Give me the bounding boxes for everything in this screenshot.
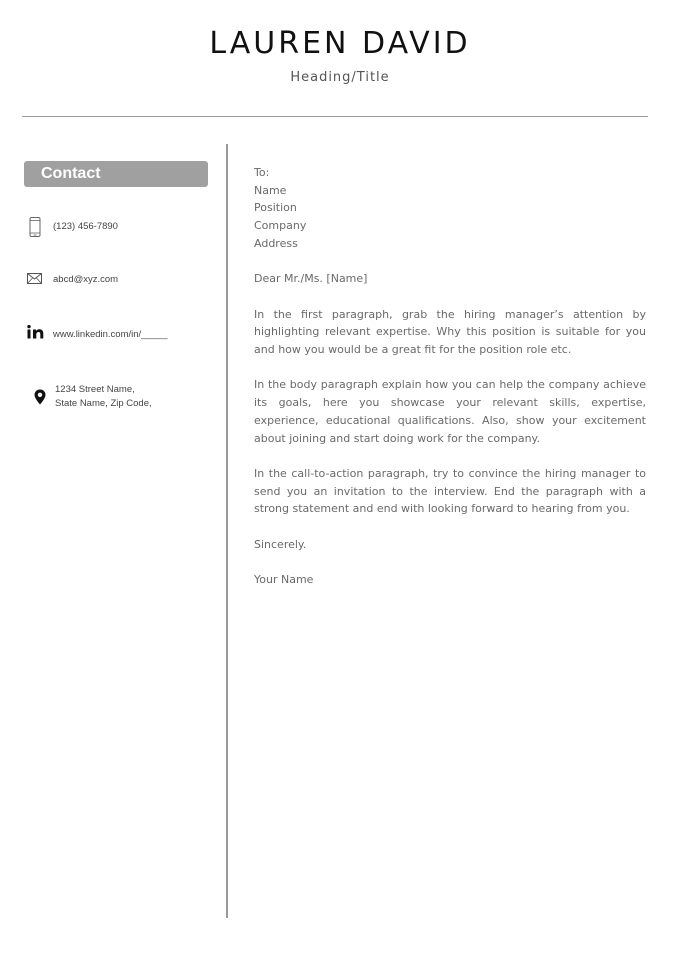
contact-heading-bar [24, 161, 208, 187]
contact-heading: Contact [41, 165, 101, 182]
applicant-title: Heading/Title [290, 70, 390, 85]
linkedin-icon [27, 325, 44, 339]
applicant-name: LAUREN DAVID [209, 26, 471, 61]
contact-phone[interactable]: (123) 456-7890 [53, 221, 118, 232]
letter-to: To: [254, 166, 270, 179]
header-divider [22, 116, 648, 117]
paragraph-1: In the first paragraph, grab the hiring manager’s attention by highlighting relevant expertise. Why this position is suitable for you and how you would be a great fit for the position role etc. [254, 307, 646, 356]
column-divider [226, 144, 228, 918]
contact-email[interactable]: abcd@xyz.com [53, 274, 119, 285]
salutation: Dear Mr./Ms. [Name] [254, 272, 368, 286]
contact-address-line2: State Name, Zip Code, [55, 398, 152, 409]
letter-body [254, 164, 646, 589]
envelope-icon [27, 273, 42, 284]
phone-icon [29, 217, 41, 237]
location-pin-icon [34, 389, 46, 405]
closing: Sincerely. [254, 537, 307, 551]
signature: Your Name [254, 573, 314, 587]
contact-address-line1: 1234 Street Name, [55, 384, 135, 395]
paragraph-2: In the body paragraph explain how you can help the company achieve its goals, here you showcase your relevant skills, expertise, experience, educational qualifications. Also, show your excitement about joining and start doing work for the company. [254, 378, 646, 445]
recipient-position: Position [254, 201, 297, 215]
recipient-address: Address [254, 236, 298, 250]
contact-linkedin[interactable]: www.linkedin.com/in/_____ [53, 329, 168, 340]
paragraph-3: In the call-to-action paragraph, try to convince the hiring manager to send you an invitation to the interview. End the paragraph with a strong statement and end with looking forward to hearing from you. [254, 466, 646, 516]
recipient-name: Name [254, 183, 287, 197]
recipient-company: Company [254, 219, 307, 233]
